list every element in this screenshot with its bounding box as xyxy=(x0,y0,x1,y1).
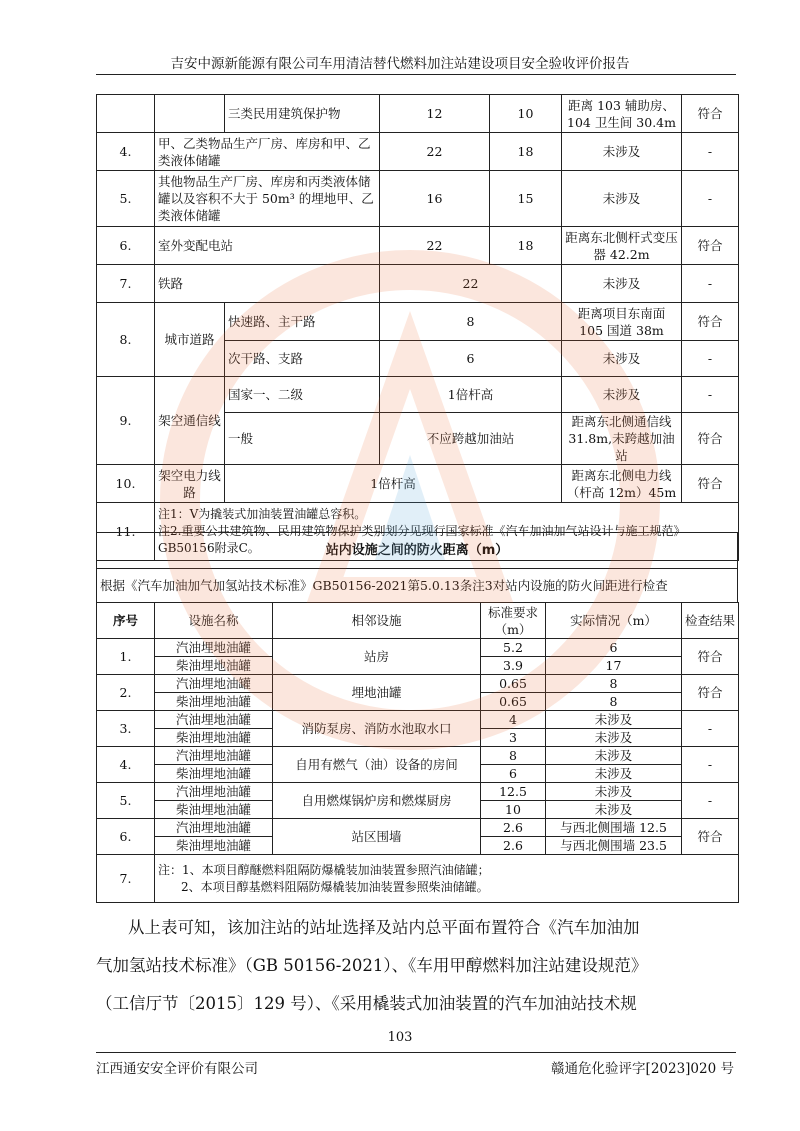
cell-std: 16 xyxy=(380,171,490,227)
cell-std: 2.6 xyxy=(481,837,546,855)
cell-result: - xyxy=(682,265,739,303)
cell-std: 10 xyxy=(490,95,562,133)
table-header-row xyxy=(97,603,739,639)
cell-actual: 与西北侧围墙 12.5 xyxy=(546,819,682,837)
cell-actual: 未涉及 xyxy=(562,265,682,303)
table-row xyxy=(97,819,739,837)
cell-std: 6 xyxy=(380,341,562,377)
cell-actual: 距离东北侧杆式变压器 42.2m xyxy=(562,227,682,265)
onsite-distance-table xyxy=(96,602,739,903)
cell-result: - xyxy=(682,783,739,819)
cell-result: - xyxy=(682,171,739,227)
cell-actual: 距离东北侧电力线（杆高 12m）45m xyxy=(562,465,682,503)
cell-item: 三类民用建筑保护物 xyxy=(225,95,380,133)
cell-result: 符合 xyxy=(682,819,739,855)
table-row xyxy=(97,171,739,227)
cell-std: 8 xyxy=(380,303,562,341)
cell-result: - xyxy=(682,377,739,413)
cell-adjacent: 站区围墙 xyxy=(273,819,481,855)
header-facility: 设施名称 xyxy=(155,603,273,639)
cell-std: 18 xyxy=(490,227,562,265)
cell-item: 甲、乙类物品生产厂房、库房和甲、乙类液体储罐 xyxy=(155,133,380,171)
cell-no: 5. xyxy=(97,783,155,819)
cell-facility: 柴油埋地油罐 xyxy=(155,765,273,783)
header-rule xyxy=(96,74,736,75)
cell-std: 12 xyxy=(380,95,490,133)
table-row xyxy=(97,227,739,265)
check-basis: 根据《汽车加油加气加氢站技术标准》GB50156-2021第5.0.13条注3对站内设施的防火间距进行检查 xyxy=(97,569,738,603)
cell-actual: 距离项目东南面 105 国道 38m xyxy=(562,303,682,341)
cell-std: 3 xyxy=(481,729,546,747)
cell-result: 符合 xyxy=(682,413,739,465)
table-row xyxy=(97,133,739,171)
cell-adjacent: 自用燃煤锅炉房和燃煤厨房 xyxy=(273,783,481,819)
note-line: 2、本项目醇基燃料阻隔防爆橇装加油装置参照柴油储罐。 xyxy=(181,879,489,894)
footer-report-no: 赣通危化验评字[2023]020 号 xyxy=(551,1061,734,1077)
note-line: 注：1、本项目醇醚燃料阻隔防爆橇装加油装置参照汽油储罐； xyxy=(158,862,490,877)
note-line: 注1：V为撬装式加油装置油罐总容积。 xyxy=(158,507,367,521)
cell-no: 3. xyxy=(97,711,155,747)
cell-facility: 柴油埋地油罐 xyxy=(155,729,273,747)
cell-std: 18 xyxy=(490,133,562,171)
footer-rule xyxy=(96,1052,736,1053)
cell-facility: 汽油埋地油罐 xyxy=(155,711,273,729)
header-result: 检查结果 xyxy=(682,603,739,639)
cell-item: 一般 xyxy=(225,413,380,465)
table-row xyxy=(97,377,739,413)
cell-std: 22 xyxy=(380,265,562,303)
paragraph-line: 气加氢站技术标准》（GB 50156-2021）、《车用甲醇燃料加注站建设规范》 xyxy=(96,956,648,975)
cell-actual: 未涉及 xyxy=(546,729,682,747)
cell-std: 1倍杆高 xyxy=(380,377,562,413)
table-row xyxy=(97,675,739,693)
cell-actual: 未涉及 xyxy=(562,171,682,227)
cell-actual: 8 xyxy=(546,675,682,693)
cell-note xyxy=(155,855,739,903)
header-actual: 实际情况（m） xyxy=(546,603,682,639)
cell-category: 架空电力线路 xyxy=(155,465,225,503)
cell-result: - xyxy=(682,133,739,171)
cell-std: 12.5 xyxy=(481,783,546,801)
cell-std: 22 xyxy=(380,133,490,171)
cell-no: 10. xyxy=(97,465,155,503)
cell-actual: 距离东北侧通信线 31.8m,未跨越加油站 xyxy=(562,413,682,465)
cell-std: 8 xyxy=(481,747,546,765)
cell-actual: 距离 103 辅助房、104 卫生间 30.4m xyxy=(562,95,682,133)
cell-facility: 汽油埋地油罐 xyxy=(155,783,273,801)
cell-adjacent: 站房 xyxy=(273,639,481,675)
section-header-table xyxy=(96,532,738,603)
cell-item: 次干路、支路 xyxy=(225,341,380,377)
cell-actual: 与西北侧围墙 23.5 xyxy=(546,837,682,855)
cell-adjacent: 消防泵房、消防水池取水口 xyxy=(273,711,481,747)
table-row xyxy=(97,639,739,657)
cell-std: 3.9 xyxy=(481,657,546,675)
cell-result: 符合 xyxy=(682,227,739,265)
cell-result: - xyxy=(682,711,739,747)
cell-result: 符合 xyxy=(682,95,739,133)
cell-actual: 未涉及 xyxy=(546,711,682,729)
cell-std: 2.6 xyxy=(481,819,546,837)
cell-actual: 未涉及 xyxy=(562,133,682,171)
running-header: 吉安中源新能源有限公司车用清洁替代燃料加注站建设项目安全验收评价报告 xyxy=(170,56,630,72)
cell-result: - xyxy=(682,341,739,377)
offsite-distance-table xyxy=(96,94,739,561)
cell-facility: 柴油埋地油罐 xyxy=(155,693,273,711)
conclusion-paragraph xyxy=(96,909,740,1023)
table-row xyxy=(97,465,739,503)
cell-std: 15 xyxy=(490,171,562,227)
cell-no: 1. xyxy=(97,639,155,675)
page-number: 103 xyxy=(387,1030,413,1045)
table-row xyxy=(97,783,739,801)
table-row xyxy=(97,95,739,133)
cell-no: 4. xyxy=(97,747,155,783)
cell-std: 4 xyxy=(481,711,546,729)
cell-no: 6. xyxy=(97,227,155,265)
cell-no: 11. xyxy=(97,503,155,561)
cell-facility: 汽油埋地油罐 xyxy=(155,639,273,657)
cell-no: 5. xyxy=(97,171,155,227)
onsite-rows xyxy=(97,639,739,855)
cell-actual: 未涉及 xyxy=(546,765,682,783)
cell-item: 室外变配电站 xyxy=(155,227,380,265)
table-row xyxy=(97,747,739,765)
cell-std: 不应跨越加油站 xyxy=(380,413,562,465)
cell-std: 0.65 xyxy=(481,693,546,711)
cell-result: 符合 xyxy=(682,303,739,341)
cell-std: 10 xyxy=(481,801,546,819)
footer-company: 江西通安安全评价有限公司 xyxy=(96,1061,258,1077)
cell-item: 铁路 xyxy=(155,265,380,303)
note-line: 注2.重要公共建筑物、民用建筑物保护类别划分见现行国家标准《汽车加油加气站设计与施工规范》GB50156附录C。 xyxy=(158,524,686,555)
cell-result: - xyxy=(682,747,739,783)
cell-std: 6 xyxy=(481,765,546,783)
cell-facility: 柴油埋地油罐 xyxy=(155,801,273,819)
cell-actual: 未涉及 xyxy=(546,801,682,819)
table-row xyxy=(97,303,739,341)
cell-category: 架空通信线 xyxy=(155,377,225,465)
cell-actual: 未涉及 xyxy=(562,377,682,413)
header-no: 序号 xyxy=(97,603,155,639)
paragraph-line: （工信厅节〔2015〕129 号）、《采用橇装式加油装置的汽车加油站技术规 xyxy=(96,994,637,1013)
cell-no: 2. xyxy=(97,675,155,711)
cell-no: 4. xyxy=(97,133,155,171)
header-adjacent: 相邻设施 xyxy=(273,603,481,639)
cell-facility: 柴油埋地油罐 xyxy=(155,837,273,855)
cell-facility: 汽油埋地油罐 xyxy=(155,819,273,837)
cell-facility: 汽油埋地油罐 xyxy=(155,675,273,693)
cell-result: 符合 xyxy=(682,675,739,711)
cell-no: 6. xyxy=(97,819,155,855)
cell-category: 城市道路 xyxy=(155,303,225,377)
cell-facility: 汽油埋地油罐 xyxy=(155,747,273,765)
header-std: 标准要求（m） xyxy=(481,603,546,639)
cell-actual: 未涉及 xyxy=(546,747,682,765)
cell-result: 符合 xyxy=(682,639,739,675)
cell-no: 7. xyxy=(97,265,155,303)
cell-facility: 柴油埋地油罐 xyxy=(155,657,273,675)
table-row xyxy=(97,711,739,729)
cell-actual: 6 xyxy=(546,639,682,657)
cell-adjacent: 埋地油罐 xyxy=(273,675,481,711)
cell-item: 国家一、二级 xyxy=(225,377,380,413)
cell-actual: 8 xyxy=(546,693,682,711)
cell-actual: 未涉及 xyxy=(562,341,682,377)
table-row xyxy=(97,265,739,303)
cell-actual: 未涉及 xyxy=(546,783,682,801)
table-row xyxy=(97,855,739,903)
cell-no: 7. xyxy=(97,855,155,903)
section-title: 站内设施之间的防火距离（m） xyxy=(97,533,738,569)
cell-no: 8. xyxy=(97,303,155,377)
cell-item: 快速路、主干路 xyxy=(225,303,380,341)
cell-std: 22 xyxy=(380,227,490,265)
cell-std: 5.2 xyxy=(481,639,546,657)
cell-actual: 17 xyxy=(546,657,682,675)
cell-std: 0.65 xyxy=(481,675,546,693)
paragraph-line: 从上表可知，该加注站的站址选择及站内总平面布置符合《汽车加油加 xyxy=(128,918,640,937)
cell-std: 1倍杆高 xyxy=(225,465,562,503)
cell-no: 9. xyxy=(97,377,155,465)
cell-adjacent: 自用有燃气（油）设备的房间 xyxy=(273,747,481,783)
cell-item: 其他物品生产厂房、库房和丙类液体储罐以及容积不大于 50m³ 的埋地甲、乙类液体储罐 xyxy=(155,171,380,227)
cell-result: 符合 xyxy=(682,465,739,503)
